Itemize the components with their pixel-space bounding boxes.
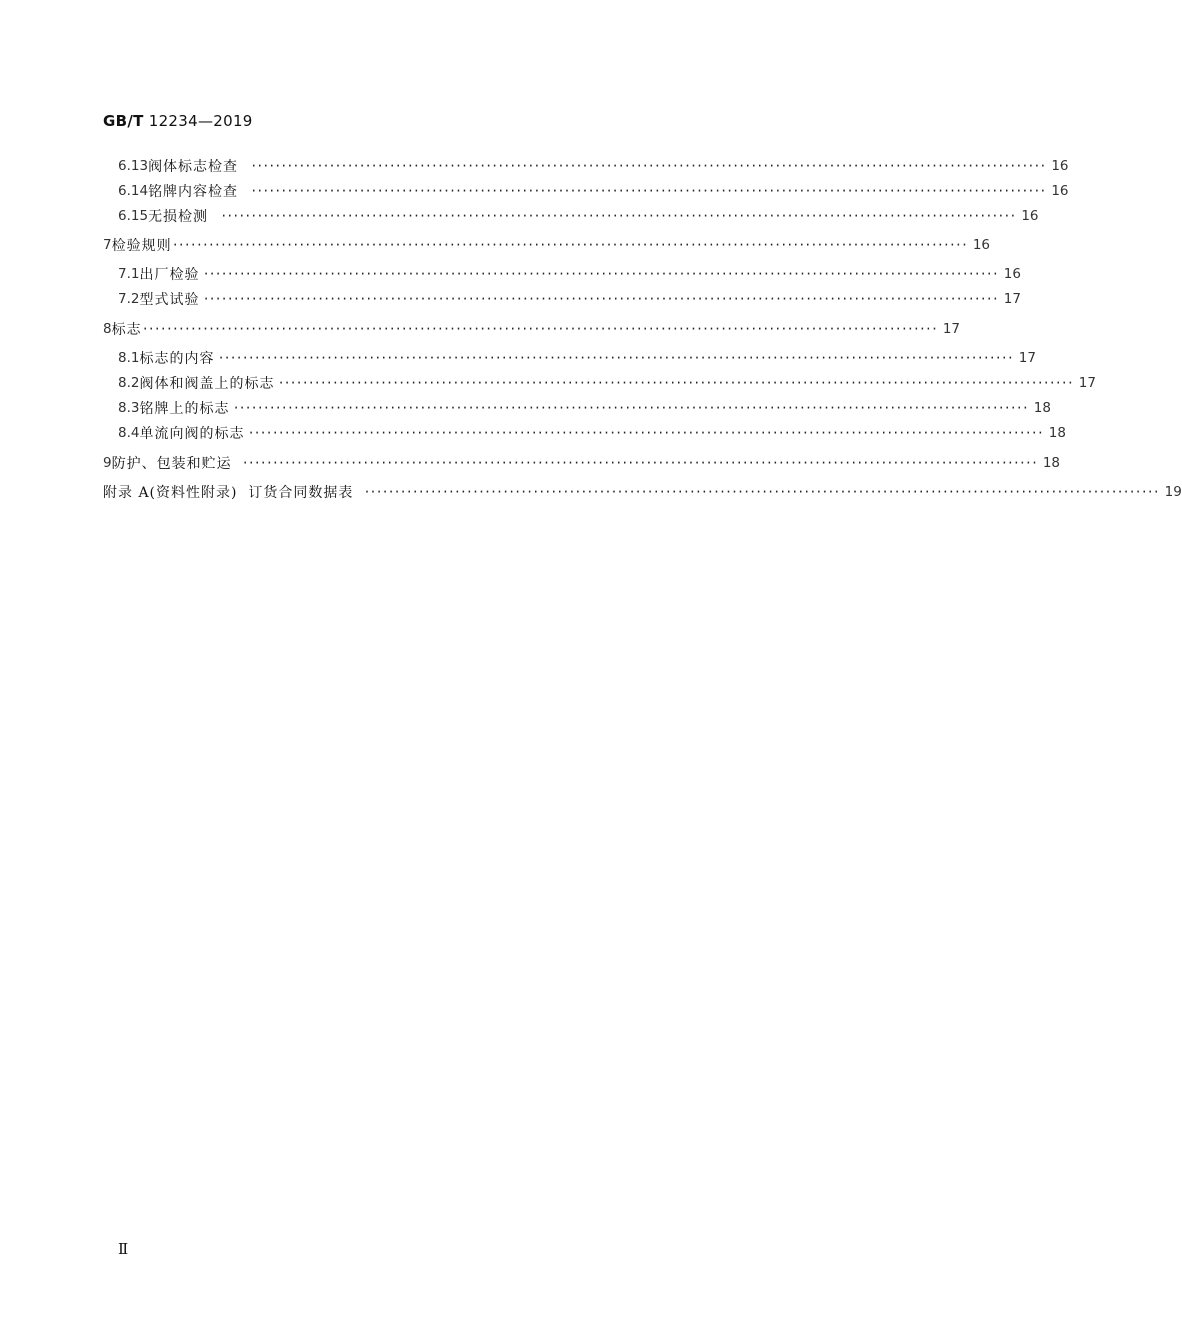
toc-entry-page: 16 xyxy=(1051,158,1069,174)
toc-entry-title: 铭牌内容检查 xyxy=(148,184,239,200)
toc-entry-title: 防护、包装和贮运 xyxy=(111,456,232,472)
toc-entry-7[interactable] xyxy=(103,235,991,255)
toc-entry-appendix-a[interactable] xyxy=(103,482,1182,502)
toc-entry-title: 附录 A(资料性附录) 订货合同数据表 xyxy=(103,485,354,501)
toc-entry-title: 单流向阀的标志 xyxy=(139,426,245,442)
dot-leader: ···································································································································· xyxy=(247,426,1043,440)
toc-entry-title: 无损检测 xyxy=(148,209,209,225)
toc-entry-page: 18 xyxy=(1033,400,1051,416)
toc-entry-number: 8.3 xyxy=(118,400,140,416)
toc-entry-number: 8.4 xyxy=(118,425,140,441)
dot-leader: ···································································································································· xyxy=(220,209,1016,223)
toc-entry-8-3[interactable] xyxy=(118,398,1051,418)
dot-leader: ···································································································································· xyxy=(363,485,1159,499)
page-number: Ⅱ xyxy=(118,1240,129,1258)
dot-leader: ···································································································································· xyxy=(171,238,967,252)
dot-leader: ···································································································································· xyxy=(202,267,998,281)
toc-entry-number: 6.15 xyxy=(118,208,149,224)
toc-entry-number: 7 xyxy=(103,237,112,253)
dot-leader: ···································································································································· xyxy=(232,401,1028,415)
toc-entry-7-1[interactable] xyxy=(118,264,1021,284)
dot-leader: ···································································································································· xyxy=(217,351,1013,365)
dot-leader: ···································································································································· xyxy=(141,322,937,336)
toc-entry-page: 16 xyxy=(1021,208,1039,224)
toc-entry-page: 16 xyxy=(1003,266,1021,282)
toc-entry-number: 8.2 xyxy=(118,375,140,391)
toc-entry-6-15[interactable] xyxy=(118,206,1039,226)
toc-entry-page: 19 xyxy=(1164,484,1182,500)
toc-entry-title: 铭牌上的标志 xyxy=(139,401,230,417)
dot-leader: ···································································································································· xyxy=(241,456,1037,470)
toc-entry-page: 16 xyxy=(972,237,991,253)
toc-entry-number: 9 xyxy=(103,455,112,471)
dot-leader: ···································································································································· xyxy=(277,376,1073,390)
standard-code-number: 12234—2019 xyxy=(148,112,253,130)
toc-entry-7-2[interactable] xyxy=(118,289,1021,309)
toc-entry-page: 17 xyxy=(1078,375,1096,391)
toc-entry-number: 7.1 xyxy=(118,266,140,282)
dot-leader: ···································································································································· xyxy=(202,292,998,306)
toc-entry-title: 阀体和阀盖上的标志 xyxy=(139,376,275,392)
toc-entry-title: 标志的内容 xyxy=(139,351,215,367)
toc-entry-page: 18 xyxy=(1048,425,1066,441)
toc-entry-6-14[interactable] xyxy=(118,181,1069,201)
toc-entry-page: 17 xyxy=(1018,350,1036,366)
toc-entry-9[interactable] xyxy=(103,453,1061,473)
dot-leader: ···································································································································· xyxy=(250,184,1046,198)
toc-entry-page: 18 xyxy=(1042,455,1061,471)
toc-entry-title: 标志 xyxy=(111,322,142,338)
dot-leader: ···································································································································· xyxy=(250,159,1046,173)
toc-entry-8-4[interactable] xyxy=(118,423,1066,443)
toc-entry-6-13[interactable] xyxy=(118,156,1069,176)
toc-entry-8-1[interactable] xyxy=(118,348,1036,368)
toc-entry-8[interactable] xyxy=(103,319,961,339)
toc-entry-title: 型式试验 xyxy=(139,292,200,308)
toc-entry-number: 8 xyxy=(103,321,112,337)
toc-entry-number: 6.14 xyxy=(118,183,149,199)
toc-entry-page: 17 xyxy=(1003,291,1021,307)
standard-code-prefix: GB/T xyxy=(103,112,144,130)
toc-entry-8-2[interactable] xyxy=(118,373,1096,393)
toc-entry-page: 17 xyxy=(942,321,961,337)
toc-entry-title: 阀体标志检查 xyxy=(148,159,239,175)
toc-entry-number: 7.2 xyxy=(118,291,140,307)
toc-entry-page: 16 xyxy=(1051,183,1069,199)
toc-entry-title: 检验规则 xyxy=(111,238,172,254)
toc-entry-number: 6.13 xyxy=(118,158,149,174)
toc-entry-title: 出厂检验 xyxy=(139,267,200,283)
toc-entry-number: 8.1 xyxy=(118,350,140,366)
